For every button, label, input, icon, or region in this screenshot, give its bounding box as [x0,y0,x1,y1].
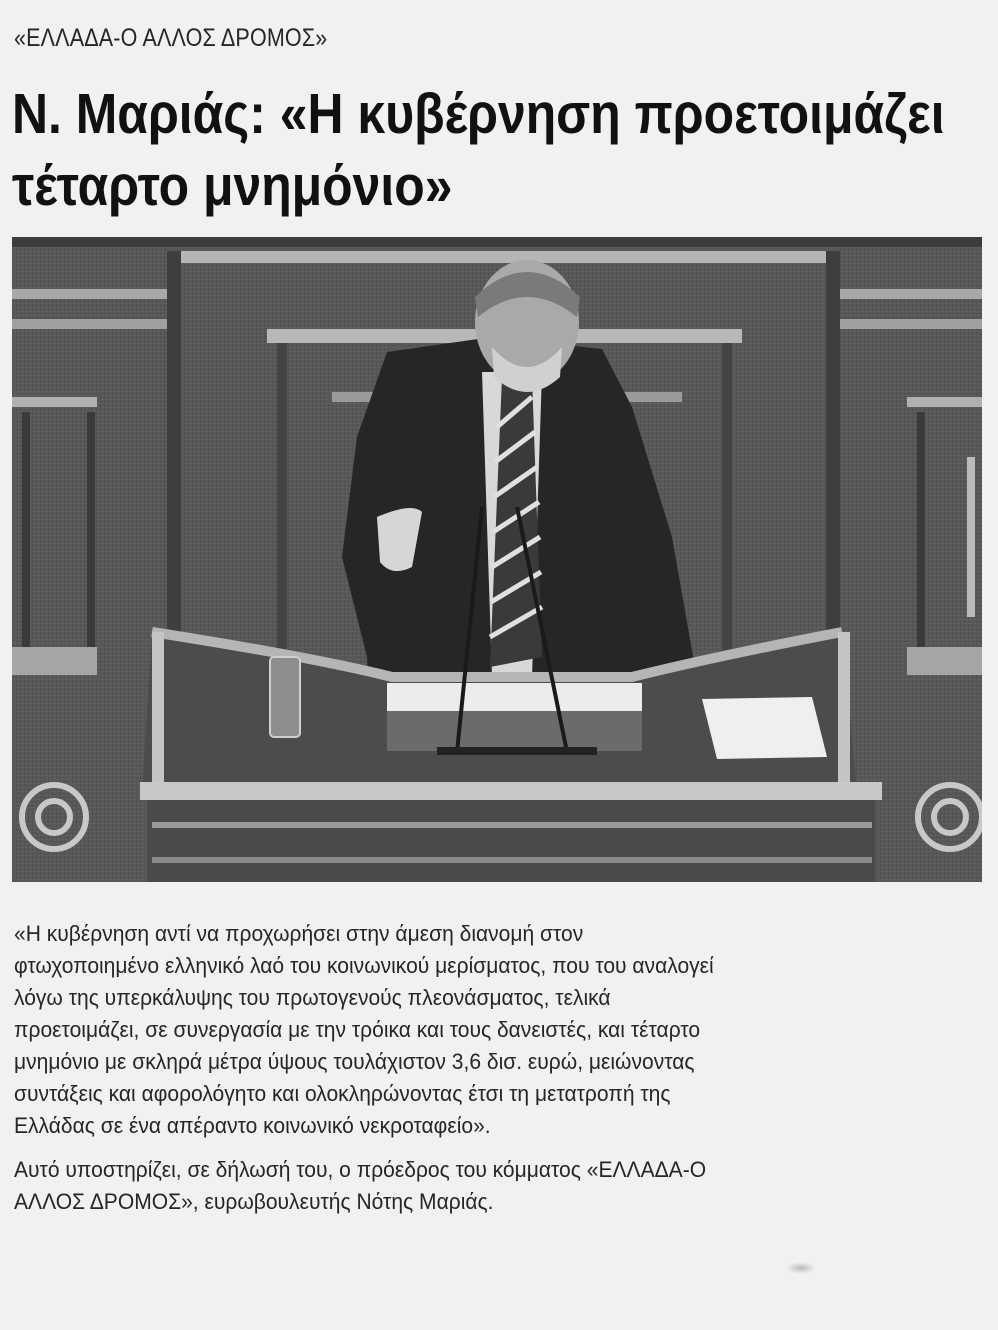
body-line: συντάξεις και αφορολόγητο και ολοκληρώνοντας έτσι τη μετατροπή της [14,1081,671,1106]
article-headline [12,78,992,222]
quote-paragraph [14,918,940,1142]
headline-line-1: Ν. Μαριάς: «Η κυβέρνηση προετοιμάζει [12,82,945,146]
body-line: μνημόνιο με σκληρά μέτρα ύψους τουλάχιστον 3,6 δισ. ευρώ, μειώνοντας [14,1049,695,1074]
body-line: Ελλάδας σε ένα απέραντο κοινωνικό νεκροταφείο». [14,1113,491,1138]
article-kicker: «ΕΛΛΑΔΑ-Ο ΑΛΛΟΣ ΔΡΟΜΟΣ» [14,24,328,52]
print-smudge [786,1262,816,1274]
headline-line-2: τέταρτο μνημόνιο» [12,154,453,218]
body-line: ΑΛΛΟΣ ΔΡΟΜΟΣ», ευρωβουλευτής Νότης Μαριάς. [14,1189,494,1214]
body-line: Αυτό υποστηρίζει, σε δήλωσή του, ο πρόεδρος του κόμματος «ΕΛΛΑΔΑ-Ο [14,1157,707,1182]
body-line: λόγω της υπερκάλυψης του πρωτογενούς πλεονάσματος, τελικά [14,985,611,1010]
speaker-at-lectern-image [12,237,982,882]
body-line: φτωχοποιημένο ελληνικό λαό του κοινωνικού μερίσματος, που του αναλογεί [14,953,714,978]
body-line: «Η κυβέρνηση αντί να προχωρήσει στην άμεση διανομή στον [14,921,584,946]
article-photo [12,237,982,882]
article-body [14,918,940,1218]
attribution-paragraph [14,1154,940,1218]
body-line: προετοιμάζει, σε συνεργασία με την τρόικα και τους δανειστές, και τέταρτο [14,1017,701,1042]
